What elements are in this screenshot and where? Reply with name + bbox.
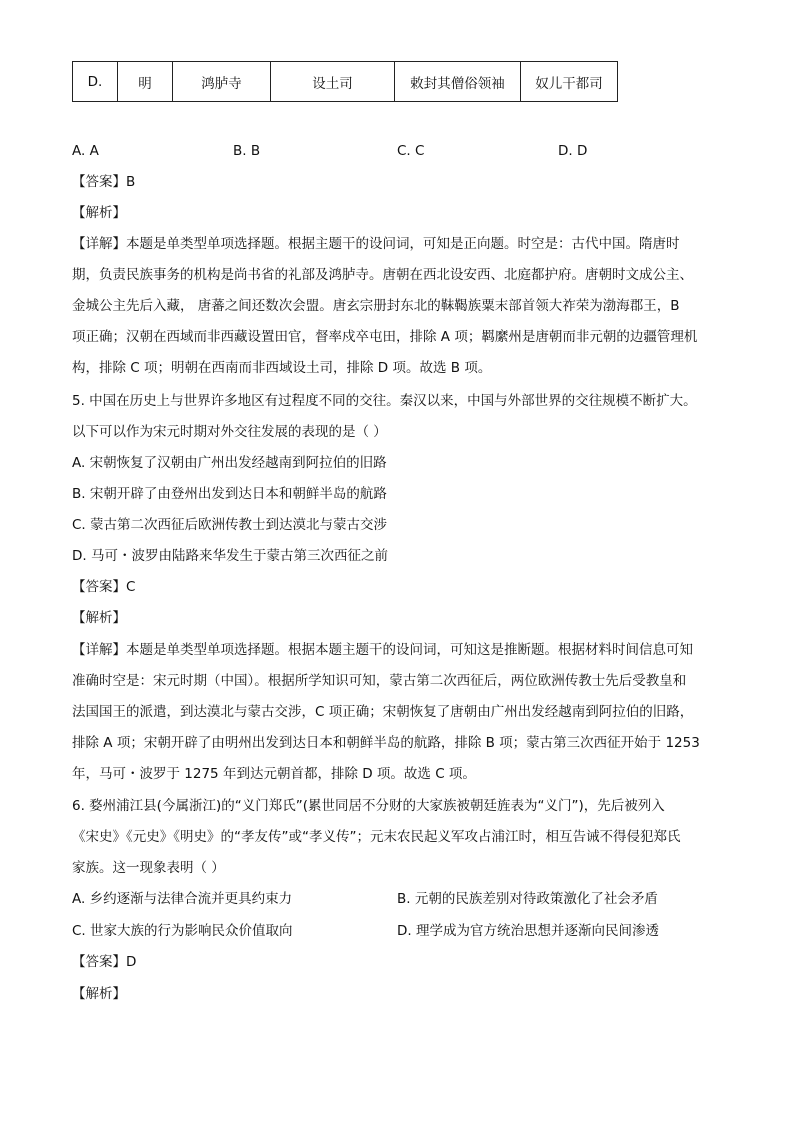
q4-detail-line: 构，排除 C 项；明朝在西南而非西域设土司，排除 D 项。故选 B 项。 xyxy=(72,360,492,376)
q6-analysis-label: 【解析】 xyxy=(72,986,126,1002)
q6-option-b: B. 元朝的民族差别对待政策激化了社会矛盾 xyxy=(397,891,658,907)
table-cell-agency: 奴儿干都司 xyxy=(521,62,618,102)
q6-option-d: D. 理学成为官方统治思想并逐渐向民间渗透 xyxy=(397,923,659,939)
option-table xyxy=(72,61,618,102)
q4-detail-line: 项正确；汉朝在西域而非西藏设置田官，督率戍卒屯田，排除 A 项；羁縻州是唐朝而非元朝的边疆管理机 xyxy=(72,329,698,345)
q5-stem-line: 以下可以作为宋元时期对外交往发展的表现的是（ ） xyxy=(72,424,387,440)
q4-detail-line: 【详解】本题是单类型单项选择题。根据主题干的设问词，可知是正向题。时空是：古代中国。隋唐时 xyxy=(72,236,680,252)
table-cell-policy: 敕封其僧俗领袖 xyxy=(395,62,521,102)
q5-answer: 【答案】C xyxy=(72,579,136,595)
q4-option-c: C. C xyxy=(397,143,425,159)
q5-analysis-text: 解析 xyxy=(85,610,113,626)
q4-option-d: D. D xyxy=(558,143,588,159)
q4-analysis-text: 解析 xyxy=(85,205,113,221)
q4-answer: 【答案】B xyxy=(72,174,136,190)
q4-option-a: A. A xyxy=(72,143,99,159)
q6-answer: 【答案】D xyxy=(72,954,137,970)
table-cell-label: D. xyxy=(73,62,118,102)
q5-detail-line: 年，马可・波罗于 1275 年到达元朝首都，排除 D 项。故选 C 项。 xyxy=(72,766,476,782)
q6-option-a: A. 乡约逐渐与法律合流并更具约束力 xyxy=(72,891,293,907)
q5-option-c: C. 蒙古第二次西征后欧洲传教士到达漠北与蒙古交涉 xyxy=(72,517,388,533)
table-row xyxy=(73,62,618,102)
q6-stem-line: 家族。这一现象表明（ ） xyxy=(72,860,225,876)
q4-detail-line: 金城公主先后入藏， 唐蕃之间还数次会盟。唐玄宗册封东北的靺鞨族粟末部首领大祚荣为渤海郡王，B xyxy=(72,298,680,314)
q4-option-b: B. B xyxy=(233,143,261,159)
table-cell-institution: 鸿胪寺 xyxy=(173,62,271,102)
q5-detail-line: 法国国王的派遣，到达漠北与蒙古交涉，C 项正确；宋朝恢复了唐朝由广州出发经越南到阿拉伯的旧路， xyxy=(72,704,694,720)
q5-stem-line: 5. 中国在历史上与世界许多地区有过程度不同的交往。秦汉以来，中国与外部世界的交往规模不断扩大。 xyxy=(72,393,697,409)
table-cell-measure: 设土司 xyxy=(271,62,395,102)
q6-stem-line: 6. 婺州浦江县(今属浙江)的“义门郑氏”(累世同居不分财的大家族被朝廷旌表为“义门”)，先后被列入 xyxy=(72,798,665,814)
q5-detail-line: 排除 A 项；宋朝开辟了由明州出发到达日本和朝鲜半岛的航路，排除 B 项；蒙古第三次西征开始于 1253 xyxy=(72,735,700,751)
q4-analysis-label: 【解析】 xyxy=(72,205,126,221)
q5-analysis-label: 【解析】 xyxy=(72,610,126,626)
q4-detail-line: 期，负责民族事务的机构是尚书省的礼部及鸿胪寺。唐朝在西北设安西、北庭都护府。唐朝时文成公主、 xyxy=(72,267,693,283)
q5-option-b: B. 宋朝开辟了由登州出发到达日本和朝鲜半岛的航路 xyxy=(72,486,387,502)
q6-stem-line: 《宋史》《元史》《明史》的“孝友传”或“孝义传”；元末农民起义军攻占浦江时，相互告诫不得侵犯郑氏 xyxy=(72,829,681,845)
q6-option-c: C. 世家大族的行为影响民众价值取向 xyxy=(72,923,293,939)
q5-detail-line: 准确时空是：宋元时期（中国）。根据所学知识可知，蒙古第二次西征后，两位欧洲传教士先后受教皇和 xyxy=(72,673,687,689)
q5-option-a: A. 宋朝恢复了汉朝由广州出发经越南到阿拉伯的旧路 xyxy=(72,455,387,471)
table-cell-dynasty: 明 xyxy=(118,62,173,102)
q5-option-d: D. 马可・波罗由陆路来华发生于蒙古第三次西征之前 xyxy=(72,548,388,564)
q6-analysis-text: 解析 xyxy=(85,986,113,1002)
q5-detail-line: 【详解】本题是单类型单项选择题。根据本题主题干的设问词，可知这是推断题。根据材料时间信息可知 xyxy=(72,642,693,658)
